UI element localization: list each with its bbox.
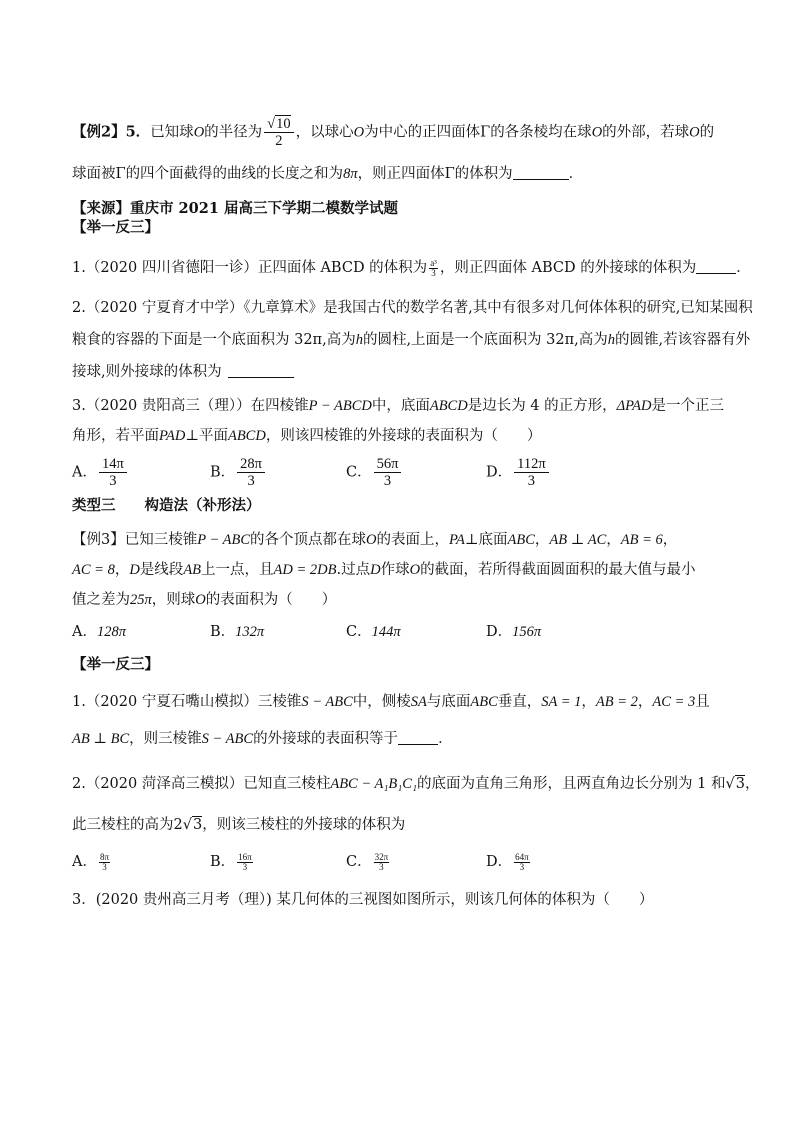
example3-line3: 值之差为25π，则球O的表面积为（ ） xyxy=(72,592,337,608)
volume-fraction: $\frac{\text{a³}}{3}$ xyxy=(430,257,437,278)
example2-number: 5． xyxy=(125,123,151,141)
problem1: 1.（2020 四川省德阳一诊）正四面体 ABCD 的体积为 $\frac{\text{a³}}{3}$ ，则正四面体 ABCD 的外接球的体积为 ． xyxy=(72,257,751,278)
problem2-line2: 粮食的容器的下面是一个底面积为 32π,高为h的圆柱,上面是一个底面积为 32π,高为h的圆锥,若该容器有外 xyxy=(72,332,751,348)
answer-blank[interactable] xyxy=(228,363,294,378)
problem3-line1: 3.（2020 贵阳高三（理））在四棱锥P − ABCD中，底面ABCD是边长为 4 的正方形，ΔPAD是一个正三 xyxy=(72,398,724,414)
q3-line1: 3．(2020 贵州高三月考（理）) 某几何体的三视图如图所示，则该几何体的体积为（ ） xyxy=(72,892,654,908)
option-d[interactable]: D． $\frac{112\pi}{3}$ xyxy=(486,456,551,489)
radius-fraction: $\frac{√10}{2}$ xyxy=(264,116,293,149)
section-heading-jyfs: 【举一反三】 xyxy=(72,656,159,673)
problem3-line2: 角形，若平面PAD⊥平面ABCD，则该四棱锥的外接球的表面积为（ ） xyxy=(72,428,542,444)
problem2-line3: 接球,则外接球的体积为 xyxy=(72,362,734,382)
option-c[interactable]: C． $\frac{56\pi}{3}$ xyxy=(346,456,403,489)
option-b[interactable]: B．132π xyxy=(210,624,265,640)
example2-line1: 【例2】5．已知球O的半径为 $\frac{√10}{2}$ ，以球心O为中心的正四面体Γ的各条棱均在球O的外部，若球O的 xyxy=(72,116,715,149)
q1-line1: 1.（2020 宁夏石嘴山模拟）三棱锥S − ABC中，侧棱SA与底面ABC垂直，SA = 1，AB = 2，AC = 3且 xyxy=(72,694,710,710)
option-c[interactable]: C． $\frac{32\pi}{3}$ xyxy=(346,851,389,872)
q2-line2: 此三棱柱的高为2√3，则该三棱柱的外接球的体积为 xyxy=(72,817,406,833)
answer-blank[interactable] xyxy=(513,165,569,180)
section-heading-jyfs: 【举一反三】 xyxy=(72,219,159,236)
option-b[interactable]: B． $\frac{28\pi}{3}$ xyxy=(210,456,267,489)
option-a[interactable]: A． $\frac{8\pi}{3}$ xyxy=(72,851,110,872)
example2-line2: 球面被Γ的四个面截得的曲线的长度之和为8π，则正四面体Γ的体积为 ． xyxy=(72,166,584,182)
example3-line2: AC = 8，D是线段AB上一点，且AD = 2DB.过点D作球O的截面，若所得截面圆面积的最大值与最小 xyxy=(72,562,696,578)
option-a[interactable]: A．128π xyxy=(72,624,126,640)
answer-blank[interactable] xyxy=(398,730,438,745)
q2-line1: 2.（2020 菏泽高三模拟）已知直三棱柱ABC − A₁B₁C₁的底面为直角三角形，且两直角边长分别为 1 和√3， xyxy=(72,776,760,792)
q1-line2: AB ⊥ BC，则三棱锥S − ABC的外接球的表面积等于 ． xyxy=(72,731,453,747)
example2-source: 【来源】重庆市 2021 届高三下学期二模数学试题 xyxy=(72,200,398,217)
example2-tag: 【例2】 xyxy=(72,123,126,141)
option-b[interactable]: B． $\frac{16\pi}{3}$ xyxy=(210,851,252,872)
option-d[interactable]: D．156π xyxy=(486,624,542,640)
problem2-line1: 2.（2020 宁夏育才中学）《九章算术》是我国古代的数学名著,其中有很多对几何体体积的研究,已知某囤积 xyxy=(72,300,753,316)
type3-heading: 类型三 构造法（补形法） xyxy=(72,497,261,514)
option-c[interactable]: C．144π xyxy=(346,624,401,640)
example3-line1: 【例3】已知三棱锥P − ABC的各个顶点都在球O的表面上，PA⊥底面ABC，AB ⊥ AC，AB = 6， xyxy=(72,532,678,548)
option-a[interactable]: A． $\frac{14\pi}{3}$ xyxy=(72,456,129,489)
option-d[interactable]: D． $\frac{64\pi}{3}$ xyxy=(486,851,529,872)
answer-blank[interactable] xyxy=(696,259,736,274)
